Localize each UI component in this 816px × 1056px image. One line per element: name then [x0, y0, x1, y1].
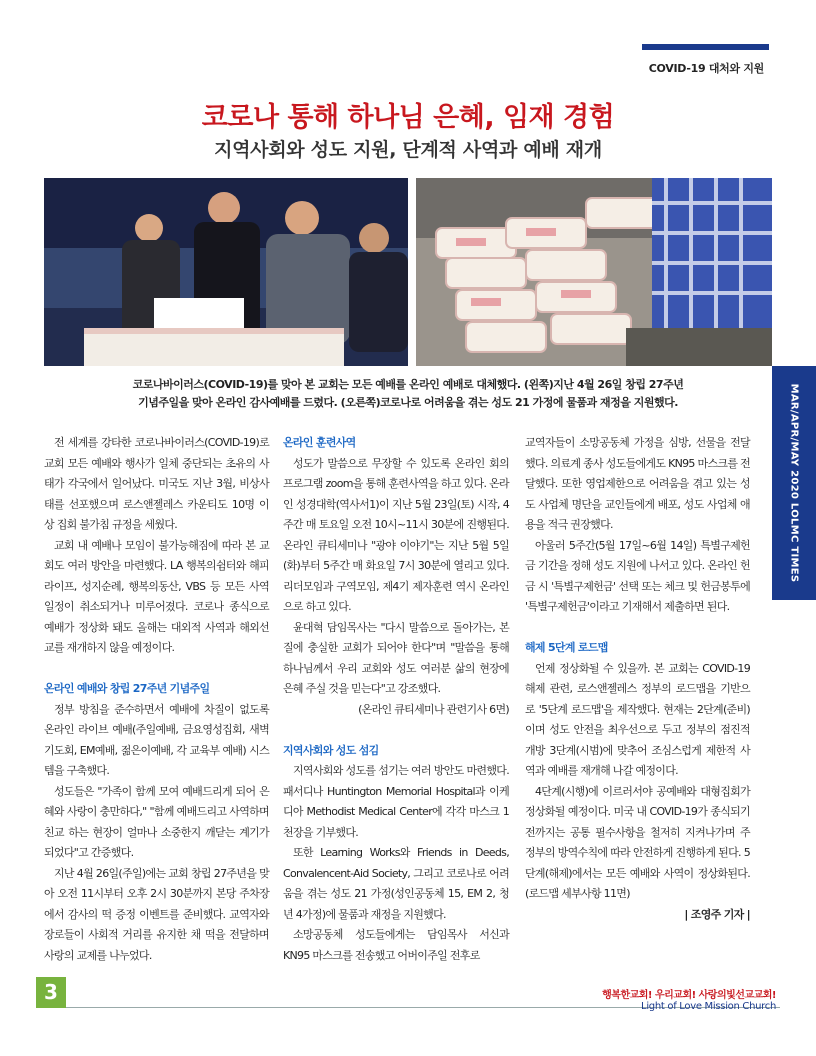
paragraph: 교회 내 예배나 모임이 불가능해짐에 따라 본 교회도 여러 방안을 마련했다. LA 행복의쉼터와 해피라이프, 성지순례, 행복의동산, VBS 등 모든 사역 일정이 취소되거나 미루어졌다. 코로나 종식으로 예배가 정상화 돼도 올해는 대외적 사역과 해외선교를 재개하지 않을 예정이다. — [44, 538, 269, 654]
paragraph: 4단계(시행)에 이르러서야 공예배와 대형집회가 정상화될 예정이다. 미국 내 COVID-19가 종식되기 전까지는 공통 필수사항을 철저히 지켜나가며 주 정부의 방역수칙에 따라 안전하게 진행하게 된다. 5단계(해제)에서는 모든 예배와 사역이 정상화된다. (로드맵 세부사항 11면) — [525, 784, 750, 900]
article-column-2 — [283, 433, 509, 966]
paragraph: 소망공동체 성도들에게는 담임목사 서신과 KN95 마스크를 전송했고 어버이주일 전후로 — [283, 928, 509, 962]
section-subtitle: 지역사회와 성도 섬김 — [283, 743, 379, 757]
page-number: 3 — [36, 977, 66, 1008]
section-subtitle: 온라인 예배와 창립 27주년 기념주일 — [44, 682, 210, 695]
issue-label: MAR/APR/MAY 2020 LOLMC TIMES — [788, 383, 800, 583]
paragraph: 정부 방침을 준수하면서 예배에 차질이 없도록 온라인 라이브 예배(주일예배, 금요영성집회, 새벽기도회, EM예배, 젊은이예배, 각 교육부 예배) 시스템을 구축했다. — [44, 702, 269, 777]
paragraph: 윤대혁 담임목사는 "다시 말씀으로 돌아가는, 본질에 충실한 교회가 되어야 한다"며 "말씀을 통해 하나님께서 우리 교회와 성도 여러분 삶의 현장에 은혜 주실 것을 믿는다"고 강조했다. — [283, 620, 509, 695]
article-subhead: 지역사회와 성도 지원, 단계적 사역과 예배 재개 — [214, 139, 602, 161]
paragraph: 성도들은 "가족이 함께 모여 예배드리게 되어 은혜와 사랑이 충만하다," "함께 예배드리고 사역하며 친교 하는 현장이 얼마나 소중한지 깨닫는 계기가 되었다"고 간증했다. — [44, 784, 269, 859]
paragraph: 성도가 말씀으로 무장할 수 있도록 온라인 회의 프로그램 zoom을 통해 훈련사역을 하고 있다. 온라인 성경대학(역사서1)이 지난 5월 23일(토) 시작, 4주간 매 토요일 오전 10시~11시 30분에 진행된다. 온라인 큐티세미나 "광야 이야기"는 지난 5월 5일(화)부터 5주간 매 화요일 7시 30분에 열리고 있다. 리더모임과 구역모임, 제4기 제자훈련 역시 온라인으로 하고 있다. — [283, 456, 509, 613]
paragraph: 언제 정상화될 수 있을까. 본 교회는 COVID-19 해제 관련, 로스앤젤레스 정부의 로드맵을 기반으로 '5단계 로드맵'을 제작했다. 현재는 2단계(준비)이며 성도 안전을 최우선으로 두고 정부의 점진적 개방 3단계(시범)에 맞추어 조심스럽게 제한적 사역과 예배를 재개해 나갈 예정이다. — [525, 661, 750, 777]
paragraph: 전 세계를 강타한 코로나바이러스(COVID-19)로 교회 모든 예배와 행사가 일체 중단되는 초유의 사태가 각국에서 일어났다. 미국도 지난 3월, 비상사태를 선포했으며 로스앤젤레스 카운티도 10명 이상 집회 불가침 규정을 세웠다. — [44, 436, 269, 531]
section-subtitle: 해제 5단계 로드맵 — [525, 641, 608, 654]
photo-caption — [44, 376, 772, 412]
caption-line-2: 기념주일을 맞아 온라인 감사예배를 드렸다. (오른쪽)코로나로 어려움을 겪는 성도 21 가정에 물품과 재정을 지원했다. — [138, 396, 678, 409]
section-label: COVID-19 대처와 지원 — [648, 62, 764, 75]
caption-line-1: 코로나바이러스(COVID-19)를 맞아 본 교회는 모든 예배를 온라인 예배로 대체했다. (왼쪽)지난 4월 26일 창립 27주년 — [132, 378, 684, 391]
article-column-3 — [525, 433, 750, 925]
header-rule — [642, 44, 769, 50]
footer-church-name: Light of Love Mission Church — [641, 1001, 776, 1012]
rice-bags-illustration — [416, 178, 772, 366]
side-issue-tab — [772, 366, 816, 600]
paragraph: 지난 4월 26일(주일)에는 교회 창립 27주년을 맞아 오전 11시부터 오후 2시 30분까지 본당 주차장에서 감사의 떡 증정 이벤트를 준비했다. 교역자와 장로들이 사회적 거리를 유지한 채 떡을 전달하며 사랑의 교제를 나누었다. — [44, 866, 269, 962]
related-article-ref: (온라인 큐티세미나 관련기사 6면) — [358, 702, 509, 716]
paragraph: 또한 Learning Works와 Friends in Deeds, Convalencent-Aid Society, 그리고 코로나로 어려움을 겪는 성도 21 가정(성인공동체 15, EM 2, 청년 4가정)에 물품과 재정을 지원했다. — [283, 846, 509, 921]
footer-slogan: 행복한교회! 우리교회! 사랑의빛선교교회! — [602, 990, 776, 1001]
paragraph: 교역자들이 소망공동체 가정을 심방, 선물을 전달했다. 의료계 종사 성도들에게도 KN95 마스크를 전달했다. 또한 영업제한으로 어려움을 겪고 있는 성도 사업체 명단을 교인들에게 배포, 성도 사업체 애용을 적극 권장했다. — [525, 436, 750, 531]
paragraph: 지역사회와 성도를 섬기는 여러 방안도 마련했다. 패서디나 Huntington Memorial Hospital과 이케디아 Methodist Medical Center에 각각 마스크 1천장을 기부했다. — [283, 764, 509, 839]
section-subtitle: 온라인 훈련사역 — [283, 436, 356, 449]
article-column-1 — [44, 433, 269, 966]
article-headline: 코로나 통해 하나님 은혜, 임재 경험 — [201, 102, 615, 133]
photo-anniversary-ceremony — [44, 178, 408, 366]
paragraph: 아울러 5주간(5월 17일~6월 14일) 특별구제헌금 기간을 정해 성도 지원에 나서고 있다. 온라인 헌금 시 '특별구제헌금' 선택 또는 체크 및 헌금봉투에 '특별구제헌금'이라고 기재해서 제출하면 된다. — [525, 538, 750, 613]
photo-supply-donation — [416, 178, 772, 366]
ceremony-illustration — [44, 178, 408, 366]
author-byline: | 조영주 기자 | — [684, 907, 750, 921]
